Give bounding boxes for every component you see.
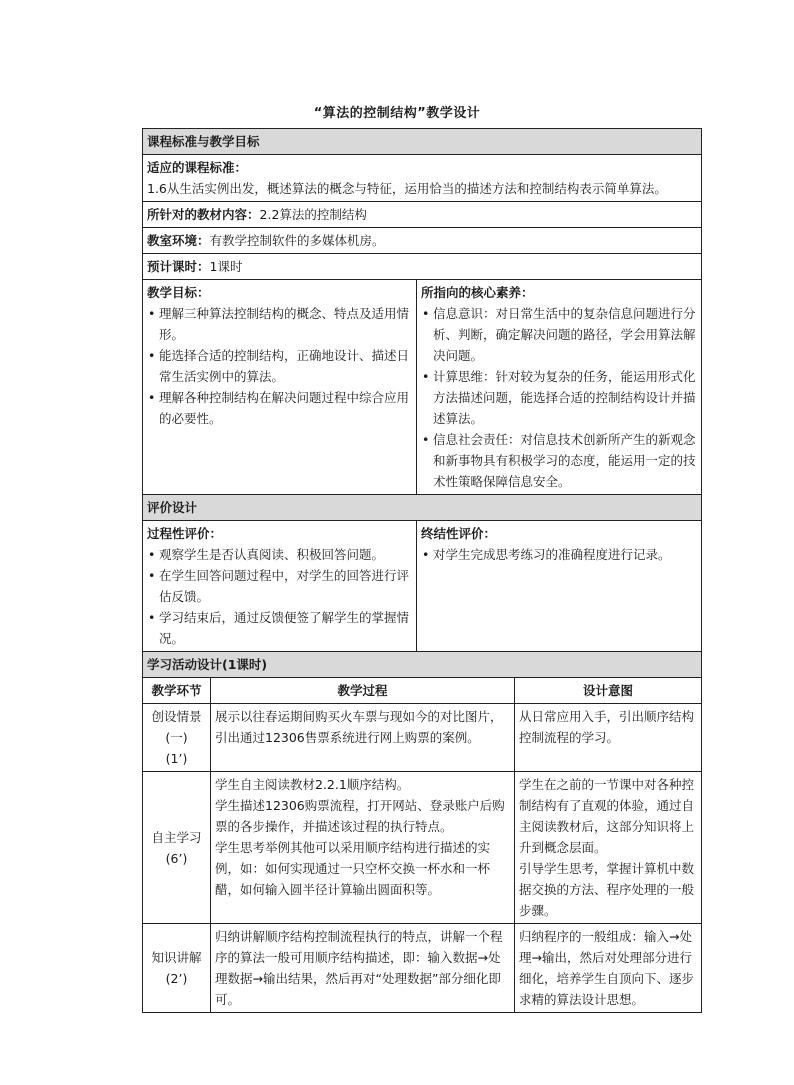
environment-cell: [143, 228, 702, 254]
final-eval-label: 终结性评价：: [421, 526, 497, 541]
environment-text: 有教学控制软件的多媒体机房。: [209, 233, 385, 248]
content-text: 2.2算法的控制结构: [259, 207, 367, 222]
standard-row: [143, 155, 702, 202]
process-text: 展示以往春运期间购买火车票与现如今的对比图片，引出通过12306售票系统进行网上购票的案例。: [215, 709, 503, 745]
final-eval-cell: [417, 521, 702, 652]
list-item: • 学习结束后，通过反馈便签了解学生的掌握情况。: [147, 607, 412, 649]
hours-text: 1课时: [209, 259, 243, 274]
content-label: 所针对的教材内容：: [147, 207, 260, 222]
intent-text: 引导学生思考，掌握计算机中数据交换的方法、程序处理的一般步骤。: [519, 861, 695, 918]
table-row: [143, 772, 702, 924]
process-cell: [211, 924, 515, 1013]
literacy-label: 所指向的核心素养：: [421, 285, 534, 300]
intent-cell: [515, 924, 702, 1013]
stage-cell: [143, 704, 211, 772]
goals-cell: [143, 280, 417, 495]
stage-duration: (1’): [165, 751, 188, 766]
table-row: [143, 704, 702, 772]
column-header-stage: 教学环节: [143, 678, 211, 704]
evaluation-row: [143, 521, 702, 652]
stage-number: (一): [165, 730, 188, 745]
process-cell: [211, 772, 515, 924]
list-item: • 信息意识：对日常生活中的复杂信息问题进行分析、判断，确定解决问题的路径，学会用算法解决问题。: [421, 303, 697, 366]
list-item: • 观察学生是否认真阅读、积极回答问题。: [147, 544, 412, 565]
stage-cell: [143, 924, 211, 1013]
process-text: 学生自主阅读教材2.2.1顺序结构。: [215, 777, 410, 792]
section-row-evaluation: [143, 495, 702, 521]
process-cell: [211, 704, 515, 772]
list-item: • 计算思维：针对较为复杂的任务，能运用形式化方法描述问题，能选择合适的控制结构设计并描述算法。: [421, 366, 697, 429]
goals-label: 教学目标：: [147, 285, 210, 300]
process-text: 归纳讲解顺序结构控制流程执行的特点，讲解一个程序的算法一般可用顺序结构描述，即：输入数据→处理数据→输出结果，然后再对“处理数据”部分细化即可。: [215, 929, 503, 1007]
goals-list: [147, 303, 412, 429]
content-row: [143, 202, 702, 228]
stage-cell: [143, 772, 211, 924]
environment-label: 教室环境：: [147, 233, 210, 248]
stage-duration: (2’): [165, 971, 188, 986]
stage-duration: (6’): [165, 850, 188, 866]
content-cell: [143, 202, 702, 228]
stage-name: 知识讲解: [151, 950, 202, 965]
process-text: 学生描述12306购票流程，打开网站、登录账户后购票的各步操作，并描述该过程的执行特点。: [215, 798, 505, 834]
section-header-evaluation: 评价设计: [143, 495, 702, 521]
section-row-standards: [143, 129, 702, 155]
standard-text: 1.6从生活实例出发，概述算法的概念与特征，运用恰当的描述方法和控制结构表示简单算法。: [147, 181, 667, 196]
process-eval-cell: [143, 521, 417, 652]
list-item: • 信息社会责任：对信息技术创新所产生的新观念和新事物具有积极学习的态度，能运用一定的技术性策略保障信息安全。: [421, 429, 697, 492]
literacy-list: [421, 303, 697, 492]
intent-cell: [515, 772, 702, 924]
environment-row: [143, 228, 702, 254]
section-row-activities: [143, 652, 702, 678]
section-header-activities: 学习活动设计(1课时): [143, 652, 702, 678]
standard-label: 适应的课程标准：: [147, 160, 248, 175]
standard-cell: [143, 155, 702, 202]
hours-row: [143, 254, 702, 280]
process-eval-list: [147, 544, 412, 649]
list-item: • 对学生完成思考练习的准确程度进行记录。: [421, 544, 697, 565]
lesson-plan-table: [142, 128, 702, 1013]
intent-text: 从日常应用入手，引出顺序结构控制流程的学习。: [519, 709, 695, 745]
hours-cell: [143, 254, 702, 280]
list-item: • 在学生回答问题过程中，对学生的回答进行评估反馈。: [147, 565, 412, 607]
column-header-process: 教学过程: [211, 678, 515, 704]
intent-cell: [515, 704, 702, 772]
process-text: 学生思考举例其他可以采用顺序结构进行描述的实例，如：如何实现通过一只空杯交换一杯水和一杯醋，如何输入圆半径计算输出圆面积等。: [215, 840, 491, 897]
intent-text: 学生在之前的一节课中对各种控制结构有了直观的体验，通过自主阅读教材后，这部分知识将上升到概念层面。: [519, 777, 695, 855]
activity-header-row: [143, 678, 702, 704]
table-row: [143, 924, 702, 1013]
final-eval-list: [421, 544, 697, 565]
hours-label: 预计课时：: [147, 259, 210, 274]
document-title: “算法的控制结构”教学设计: [313, 106, 481, 121]
column-header-intent: 设计意图: [515, 678, 702, 704]
goals-literacy-row: [143, 280, 702, 495]
literacy-cell: [417, 280, 702, 495]
stage-name: 创设情景: [151, 709, 202, 724]
process-eval-label: 过程性评价：: [147, 526, 223, 541]
list-item: • 理解三种算法控制结构的概念、特点及适用情形。: [147, 303, 412, 345]
list-item: • 理解各种控制结构在解决问题过程中综合应用的必要性。: [147, 387, 412, 429]
stage-name: 自主学习: [151, 829, 202, 845]
section-header-standards: 课程标准与教学目标: [143, 129, 702, 155]
list-item: • 能选择合适的控制结构，正确地设计、描述日常生活实例中的算法。: [147, 345, 412, 387]
intent-text: 归纳程序的一般组成：输入→处理→输出，然后对处理部分进行细化，培养学生自顶向下、逐步求精的算法设计思想。: [519, 929, 695, 1007]
